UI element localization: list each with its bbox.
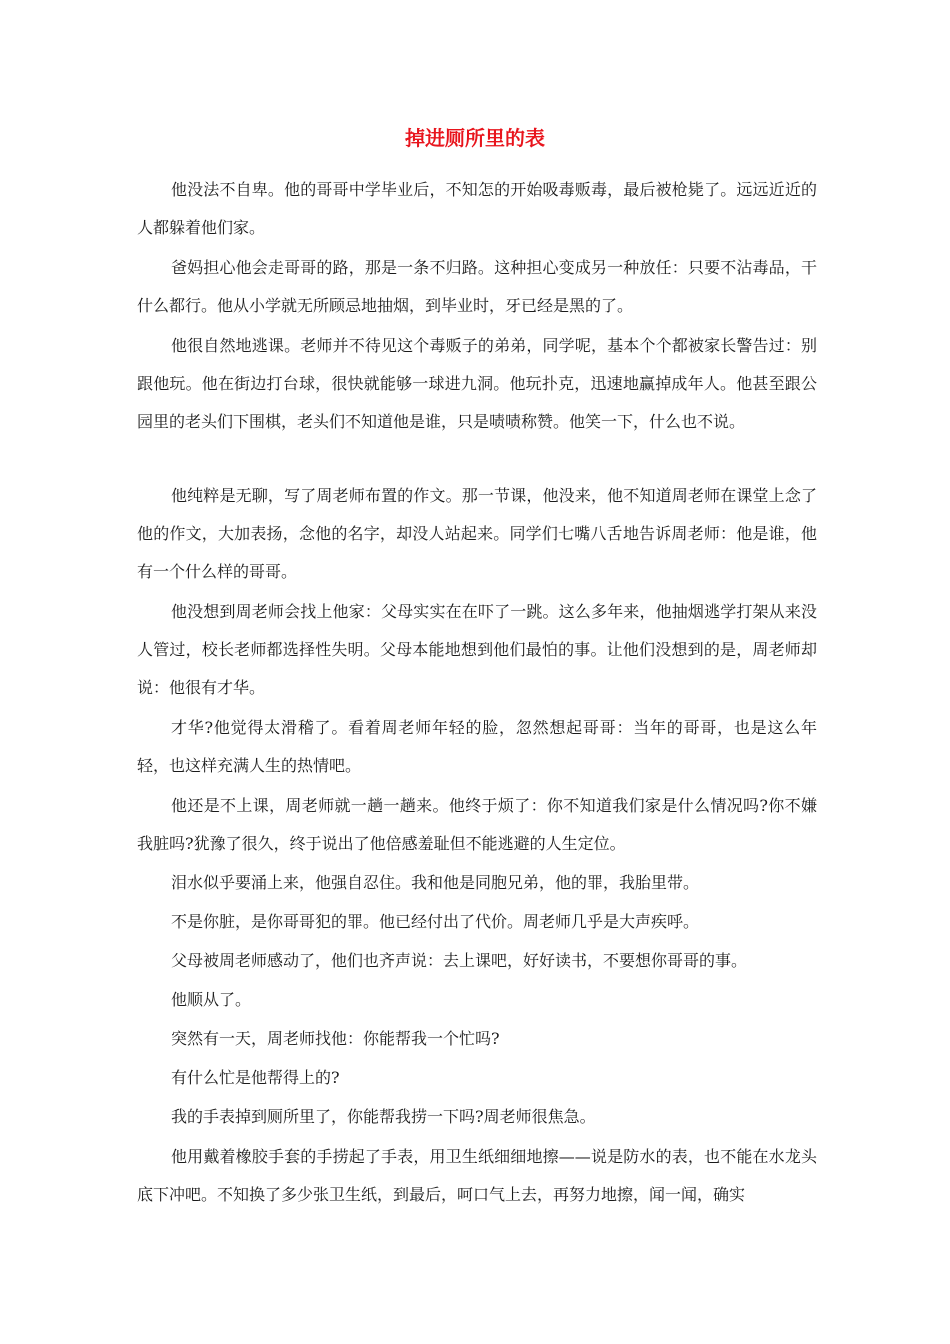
paragraph-14: 我的手表掉到厕所里了，你能帮我捞一下吗?周老师很焦急。 [171, 1107, 596, 1126]
paragraph-3: 他很自然地逃课。老师并不待见这个毒贩子的弟弟，同学呢，基本个个都被家长警告过：别跟他玩。他在街边打台球，很快就能够一球进九洞。他玩扑克，迅速地赢掉成年人。他甚至跟公园里的老头们下围棋，老头们不知道他是谁，只是啧啧称赞。他笑一下，什么也不说。 [137, 336, 817, 431]
paragraph-15: 他用戴着橡胶手套的手捞起了手表，用卫生纸细细地擦——说是防水的表，也不能在水龙头底下冲吧。不知换了多少张卫生纸，到最后，呵口气上去，再努力地擦，闻一闻，确实 [137, 1147, 817, 1204]
paragraph-7: 他还是不上课，周老师就一趟一趟来。他终于烦了：你不知道我们家是什么情况吗?你不嫌我脏吗?犹豫了很久，终于说出了他倍感羞耻但不能逃避的人生定位。 [137, 796, 817, 853]
paragraph-8: 泪水似乎要涌上来，他强自忍住。我和他是同胞兄弟，他的罪，我胎里带。 [171, 873, 700, 892]
paragraph-4: 他纯粹是无聊，写了周老师布置的作文。那一节课，他没来，他不知道周老师在课堂上念了他的作文，大加表扬，念他的名字，却没人站起来。同学们七嘴八舌地告诉周老师：他是谁，他有一个什么样的哥哥。 [137, 486, 817, 581]
paragraph-11: 他顺从了。 [171, 990, 252, 1009]
paragraph-2: 爸妈担心他会走哥哥的路，那是一条不归路。这种担心变成另一种放任：只要不沾毒品，干什么都行。他从小学就无所顾忌地抽烟，到毕业时，牙已经是黑的了。 [137, 258, 817, 315]
paragraph-1: 他没法不自卑。他的哥哥中学毕业后，不知怎的开始吸毒贩毒，最后被枪毙了。远远近近的人都躲着他们家。 [137, 180, 817, 237]
paragraph-6: 才华?他觉得太滑稽了。看着周老师年轻的脸，忽然想起哥哥：当年的哥哥，也是这么年轻，也这样充满人生的热情吧。 [137, 718, 817, 775]
paragraph-gap [137, 443, 817, 477]
paragraph-12: 突然有一天，周老师找他：你能帮我一个忙吗? [171, 1029, 500, 1048]
paragraph-5: 他没想到周老师会找上他家：父母实实在在吓了一跳。这么多年来，他抽烟逃学打架从来没人管过，校长老师都选择性失明。父母本能地想到他们最怕的事。让他们没想到的是，周老师却说：他很有才华。 [137, 602, 817, 697]
paragraph-13: 有什么忙是他帮得上的? [171, 1068, 340, 1087]
document-body [137, 171, 817, 1216]
document-title: 掉进厕所里的表 [405, 126, 545, 150]
paragraph-9: 不是你脏，是你哥哥犯的罪。他已经付出了代价。周老师几乎是大声疾呼。 [171, 912, 700, 931]
paragraph-10: 父母被周老师感动了，他们也齐声说：去上课吧，好好读书，不要想你哥哥的事。 [171, 951, 748, 970]
